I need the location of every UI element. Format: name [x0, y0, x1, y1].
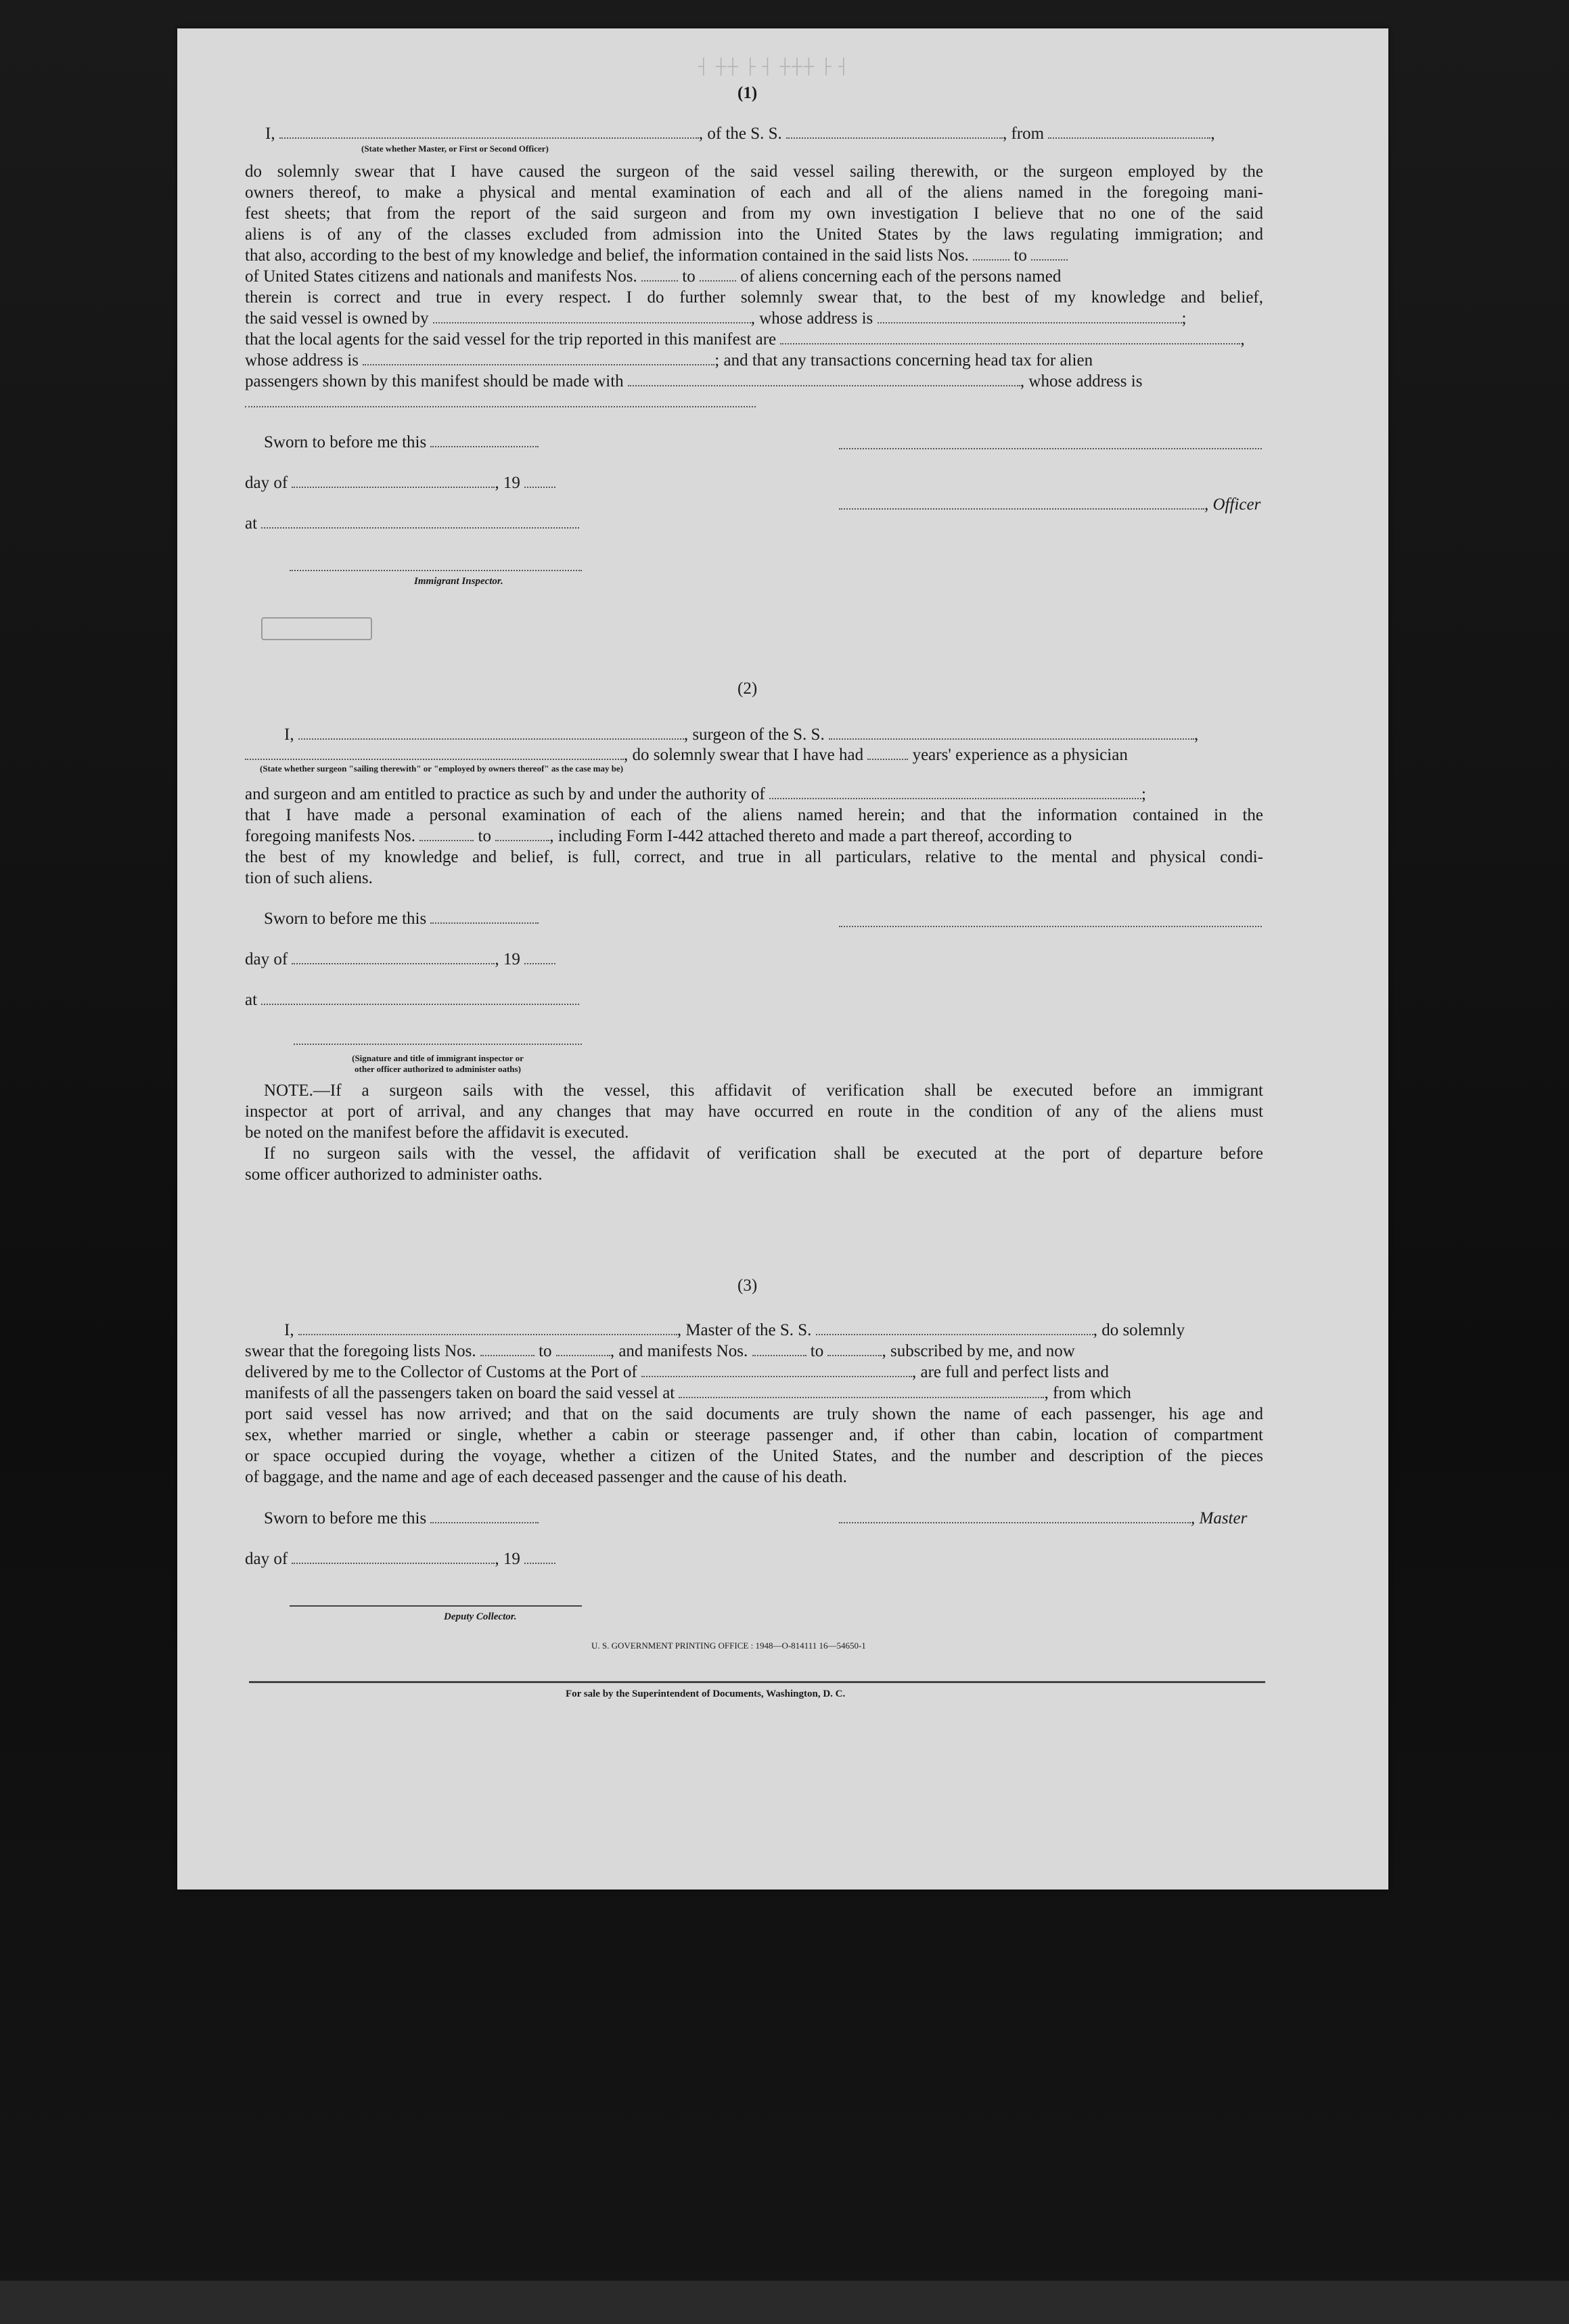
deputy-collector-label: Deputy Collector.	[444, 1611, 517, 1622]
surgeon-manifests-to-field[interactable]	[495, 828, 549, 841]
immigrant-inspector-label: Immigrant Inspector.	[414, 576, 503, 587]
officer-signature-field[interactable]	[839, 448, 1262, 449]
sworn-line-2: Sworn to before me this	[264, 908, 539, 929]
gpo-imprint: U. S. GOVERNMENT PRINTING OFFICE : 1948—O-814111 16—54650-1	[591, 1640, 866, 1651]
section-1-number: (1)	[737, 84, 758, 102]
sworn-day-field-2[interactable]	[430, 910, 539, 924]
years-experience-field[interactable]	[867, 746, 908, 760]
collector-port-line: delivered by me to the Collector of Customs at the Port of , are full and perfect lists and	[245, 1363, 1109, 1381]
surgeon-manifests-from-field[interactable]	[419, 828, 474, 841]
owner-field[interactable]	[433, 310, 751, 323]
manifests-nos-line: of United States citizens and nationals and manifests Nos. to of aliens concerning each of the persons named	[245, 267, 1062, 286]
at-line-2: at	[245, 989, 579, 1010]
section-1-para-line: do solemnly swear that I have caused the surgeon of the said vessel sailing therewith, or the surgeon employed by the	[245, 162, 1263, 181]
day-of-line-3: day of , 19	[245, 1548, 555, 1569]
master-lists-line: swear that the foregoing lists Nos. to , and manifests Nos. to , subscribed by me, and now	[245, 1342, 1075, 1360]
section-2-para-line: the best of my knowledge and belief, is full, correct, and true in all particulars, relative to the mental and physical condi-	[245, 848, 1263, 866]
section-3-para-line: of baggage, and the name and age of each deceased passenger and the cause of his death.	[245, 1468, 847, 1486]
at-place-field-1[interactable]	[261, 515, 579, 529]
authority-line: and surgeon and am entitled to practice as such by and under the authority of ;	[245, 785, 1146, 803]
officer-name-field[interactable]	[279, 125, 699, 139]
master-signature-field[interactable]	[839, 1510, 1191, 1523]
surgeon-vessel-field[interactable]	[829, 726, 1194, 740]
year-field-2[interactable]	[524, 951, 555, 964]
day-month-field-3[interactable]	[292, 1550, 495, 1564]
day-month-field-1[interactable]	[292, 474, 495, 488]
officer-rank-note: (State whether Master, or First or Second Officer)	[361, 143, 549, 154]
section-1-para-line: owners thereof, to make a physical and mental examination of each and all of the aliens named in the foregoing mani-	[245, 183, 1263, 202]
owned-by-line: the said vessel is owned by , whose address is ;	[245, 309, 1187, 328]
inspector-signature-field[interactable]	[290, 570, 582, 571]
section-3-para-line: or space occupied during the voyage, whether a citizen of the United States, and the number and description of the pieces	[245, 1447, 1263, 1465]
year-field-3[interactable]	[524, 1550, 555, 1564]
local-agents-line: that the local agents for the said vessel for the trip reported in this manifest are ,	[245, 330, 1245, 349]
master-signature-line: , Master	[839, 1508, 1247, 1529]
head-tax-contact-field[interactable]	[628, 373, 1020, 386]
note-para-line: some officer authorized to administer oaths.	[245, 1165, 543, 1184]
surgeon-experience-line: , do solemnly swear that I have had years' experience as a physician	[245, 744, 1128, 765]
lists-from-field[interactable]	[973, 247, 1009, 261]
surgeon-signature-field[interactable]	[839, 926, 1262, 927]
bleed-through-header: ┤ ┼┼ ├ ┤ ┼┼┼ ├ ┤	[698, 58, 850, 74]
master-lists-to-field[interactable]	[556, 1343, 610, 1356]
day-month-field-2[interactable]	[292, 951, 495, 964]
local-agents-field[interactable]	[780, 331, 1240, 344]
signature-title-note: (Signature and title of immigrant inspector or other officer authorized to administer oaths)	[352, 1053, 524, 1074]
foregoing-manifests-line: foregoing manifests Nos. to , including Form I-442 attached thereto and made a part thereof, according to	[245, 827, 1072, 845]
at-place-field-2[interactable]	[261, 991, 579, 1005]
surgeon-name-field[interactable]	[298, 726, 684, 740]
vessel-name-field[interactable]	[786, 125, 1003, 139]
form-page	[177, 28, 1388, 1890]
manifests-from-field[interactable]	[641, 268, 678, 282]
agents-address-field[interactable]	[363, 352, 714, 365]
for-sale-notice: For sale by the Superintendent of Documents, Washington, D. C.	[566, 1689, 846, 1699]
note-para-line: inspector at port of arrival, and any changes that may have occurred en route in the condition of any of the aliens must	[245, 1102, 1263, 1121]
manifests-to-field[interactable]	[700, 268, 736, 282]
year-field-1[interactable]	[524, 474, 555, 488]
sworn-day-field-1[interactable]	[430, 434, 539, 447]
administering-officer-signature-field[interactable]	[294, 1044, 582, 1045]
lists-to-field[interactable]	[1031, 247, 1068, 261]
from-port-field[interactable]	[1048, 125, 1210, 139]
head-tax-line: passengers shown by this manifest should be made with , whose address is	[245, 372, 1143, 390]
section-2-para-line: that I have made a personal examination of each of the aliens named herein; and that the information contained in the	[245, 806, 1263, 824]
section-1-para-line: fest sheets; that from the report of the said surgeon and from my own investigation I believe that no one of the said	[245, 204, 1263, 223]
master-name-field[interactable]	[298, 1322, 677, 1335]
boarding-port-field[interactable]	[679, 1385, 1044, 1398]
oath-officer-line: I, , of the S. S. , from ,	[265, 125, 1215, 143]
section-1-para-line: aliens is of any of the classes excluded from admission into the United States by the laws regulating immigration; and	[245, 225, 1263, 244]
section-2-para-line: tion of such aliens.	[245, 869, 373, 887]
section-2-number: (2)	[737, 679, 758, 698]
sworn-line-1: Sworn to before me this	[264, 432, 539, 453]
at-line-1: at	[245, 513, 579, 534]
master-lists-from-field[interactable]	[480, 1343, 535, 1356]
owner-address-field[interactable]	[878, 310, 1182, 323]
note-para-line: be noted on the manifest before the affidavit is executed.	[245, 1123, 629, 1142]
section-1-para-line: therein is correct and true in every respect. I do further solemnly swear that, to the best of my knowledge and belief,	[245, 288, 1263, 307]
faint-stamp	[261, 617, 372, 640]
section-3-number: (3)	[737, 1276, 758, 1295]
note-para-line: NOTE.—If a surgeon sails with the vessel, this affidavit of verification shall be executed before an immigrant	[264, 1081, 1263, 1100]
authority-field[interactable]	[769, 786, 1141, 799]
officer-title-field[interactable]	[839, 496, 1204, 510]
section-3-para-line: port said vessel has now arrived; and that on the said documents are truly shown the name of each passenger, his age and	[245, 1405, 1263, 1423]
deputy-collector-signature-field[interactable]	[290, 1605, 582, 1607]
sworn-day-field-3[interactable]	[430, 1510, 539, 1523]
scanner-edge	[0, 2281, 1569, 2324]
surgeon-status-field[interactable]	[245, 746, 624, 760]
taken-on-board-line: manifests of all the passengers taken on board the said vessel at , from which	[245, 1384, 1131, 1402]
section-3-para-line: sex, whether married or single, whether a cabin or steerage passenger and, if other than cabin, location of compartment	[245, 1426, 1263, 1444]
collector-port-field[interactable]	[641, 1364, 912, 1377]
head-tax-address-field[interactable]	[245, 406, 756, 407]
sworn-line-3: Sworn to before me this	[264, 1508, 539, 1529]
master-manifests-from-field[interactable]	[752, 1343, 806, 1356]
note-para-line: If no surgeon sails with the vessel, the affidavit of verification shall be executed at the port of departure before	[264, 1144, 1263, 1163]
day-of-line-2: day of , 19	[245, 949, 555, 970]
master-line: I, , Master of the S. S. , do solemnly	[284, 1321, 1185, 1339]
officer-title-line: , Officer	[839, 494, 1260, 515]
day-of-line-1: day of , 19	[245, 472, 555, 493]
footer-rule	[249, 1681, 1265, 1683]
agents-address-line: whose address is ; and that any transactions concerning head tax for alien	[245, 351, 1093, 370]
master-manifests-to-field[interactable]	[827, 1343, 882, 1356]
surgeon-status-note: (State whether surgeon "sailing therewith" or "employed by owners thereof" as the case may be)	[260, 763, 624, 774]
master-vessel-field[interactable]	[816, 1322, 1093, 1335]
lists-nos-line: that also, according to the best of my knowledge and belief, the information contained in the said lists Nos. to	[245, 245, 1068, 266]
surgeon-line: I, , surgeon of the S. S. ,	[284, 725, 1199, 744]
